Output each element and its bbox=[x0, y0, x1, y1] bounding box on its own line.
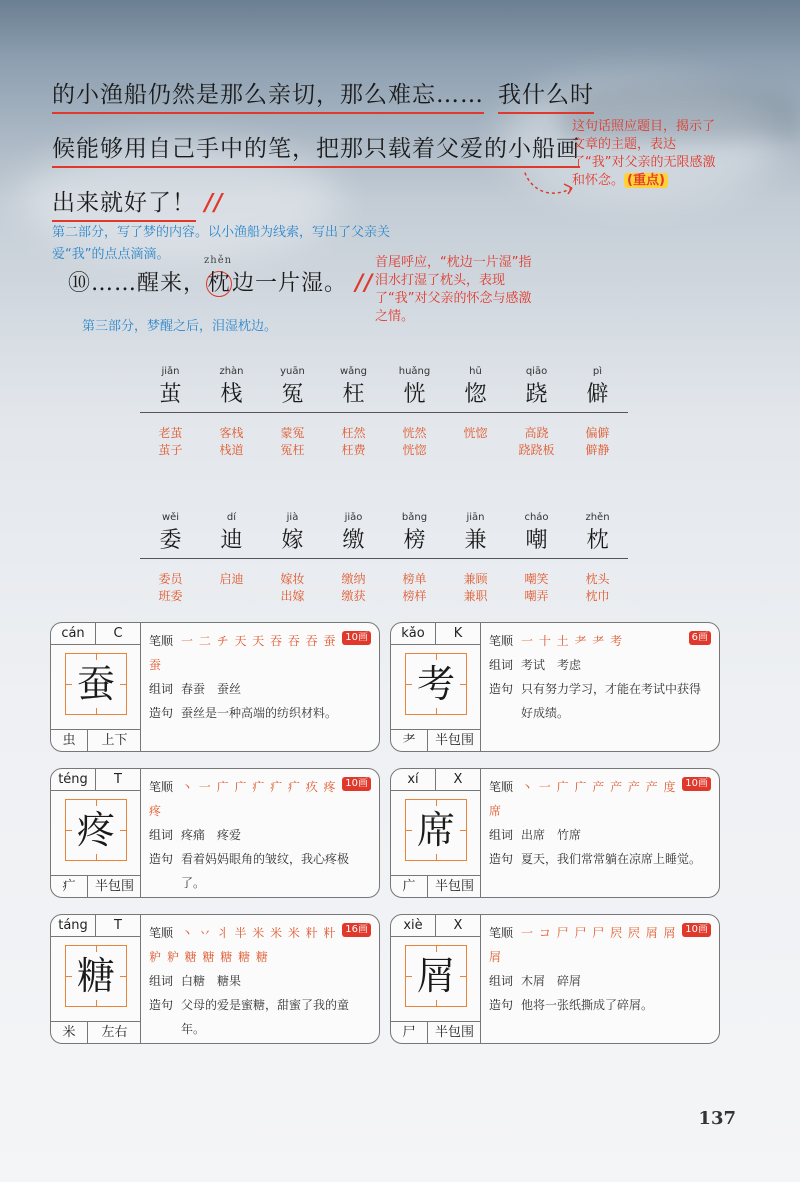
card-structure: 上下 bbox=[87, 730, 141, 751]
vocab-words-cell bbox=[567, 571, 628, 605]
vocab-word: 兼顾 bbox=[463, 572, 488, 586]
vocab-words-cell bbox=[201, 571, 262, 605]
vocab-char: 僻 bbox=[586, 382, 609, 407]
vocab-word: 恍惚 bbox=[402, 443, 427, 457]
stroke-label: 笔顺 bbox=[149, 926, 174, 940]
words-label: 组词 bbox=[489, 828, 514, 842]
passage-line-1b-text: 我什么时 bbox=[498, 82, 594, 114]
vocab-word: 枕头 bbox=[585, 572, 610, 586]
passage-line-1 bbox=[52, 76, 594, 109]
character-card bbox=[50, 768, 380, 898]
vocab-char-cell bbox=[567, 366, 628, 412]
stroke-order-row bbox=[149, 921, 371, 969]
vocab-pinyin: pì bbox=[592, 366, 603, 377]
stroke-count-badge: 10画 bbox=[682, 777, 711, 791]
part-two-note: 第二部分，写了梦的内容。以小渔船为线索，写出了父亲关爱“我”的点点滴滴。 bbox=[52, 225, 391, 262]
stroke-count-badge: 16画 bbox=[342, 923, 371, 937]
theme-note bbox=[572, 118, 722, 190]
card-index-letter: T bbox=[95, 915, 140, 936]
stroke-label: 笔顺 bbox=[149, 634, 174, 648]
vocab-word: 兼职 bbox=[463, 589, 488, 603]
vocab-table-1 bbox=[140, 366, 628, 459]
vocab-words-cell bbox=[201, 425, 262, 459]
stroke-label: 笔顺 bbox=[149, 780, 174, 794]
vocab-char: 缴 bbox=[342, 528, 365, 553]
sentence-row bbox=[489, 993, 711, 1017]
stroke-count-badge: 10画 bbox=[682, 923, 711, 937]
vocab-words-cell bbox=[445, 571, 506, 605]
section-divider-mark: // bbox=[204, 189, 224, 216]
card-details bbox=[489, 629, 711, 725]
card-big-char: 屑 bbox=[412, 952, 460, 1000]
card-pinyin-strip bbox=[391, 915, 480, 937]
words-label: 组词 bbox=[149, 682, 174, 696]
vocab-word: 僻静 bbox=[585, 443, 610, 457]
vocab-pinyin: bǎng bbox=[401, 512, 428, 523]
card-char-panel bbox=[51, 769, 141, 897]
card-details bbox=[489, 775, 711, 871]
stroke-order-row bbox=[149, 775, 371, 823]
card-big-char: 疼 bbox=[72, 806, 120, 854]
words-row bbox=[489, 653, 711, 677]
card-big-char: 席 bbox=[412, 806, 460, 854]
card-words: 木屑 碎屑 bbox=[521, 974, 582, 988]
vocab-char: 栈 bbox=[220, 382, 243, 407]
vocab-word: 恍惚 bbox=[463, 426, 488, 440]
card-radical-strip bbox=[391, 1021, 481, 1043]
words-row bbox=[489, 969, 711, 993]
sentence-label: 造句 bbox=[489, 852, 514, 866]
vocab-char: 迪 bbox=[220, 528, 243, 553]
card-radical-strip bbox=[391, 729, 481, 751]
vocab-char-cell bbox=[445, 366, 506, 412]
echo-note: 首尾呼应，“枕边一片湿”指泪水打湿了枕头，表现了“我”对父亲的怀念与感激之情。 bbox=[375, 255, 532, 324]
vocab-char-cell bbox=[262, 512, 323, 558]
circled-char: 枕 bbox=[207, 271, 231, 296]
card-sentence: 看着妈妈眼角的皱纹，我心疼极了。 bbox=[181, 852, 350, 890]
stroke-label: 笔顺 bbox=[489, 926, 514, 940]
card-structure: 左右 bbox=[87, 1022, 141, 1043]
vocab-word: 榜单 bbox=[402, 572, 427, 586]
vocab-word: 出嫁 bbox=[280, 589, 305, 603]
sentence-label: 造句 bbox=[149, 852, 174, 866]
vocab-char: 嘲 bbox=[525, 528, 548, 553]
card-radical: 耂 bbox=[402, 733, 416, 748]
words-label: 组词 bbox=[489, 974, 514, 988]
stroke-count-badge: 10画 bbox=[342, 631, 371, 645]
card-sentence: 他将一张纸撕成了碎屑。 bbox=[521, 998, 654, 1012]
vocab-words-cell bbox=[506, 571, 567, 605]
vocab-word: 栈道 bbox=[219, 443, 244, 457]
vocab-word: 偏僻 bbox=[585, 426, 610, 440]
vocab-char: 茧 bbox=[159, 382, 182, 407]
card-details bbox=[149, 775, 371, 895]
tianzige-grid bbox=[405, 799, 467, 861]
vocab-pinyin: dí bbox=[226, 512, 237, 523]
sentence-row bbox=[489, 847, 711, 871]
vocab-char: 枉 bbox=[342, 382, 365, 407]
sentence-row bbox=[149, 847, 371, 895]
sentence-label: 造句 bbox=[489, 998, 514, 1012]
card-words: 春蚕 蚕丝 bbox=[181, 682, 242, 696]
key-point-badge: (重点) bbox=[624, 173, 668, 188]
vocab-pinyin: jià bbox=[286, 512, 299, 523]
vocab-word: 班委 bbox=[158, 589, 183, 603]
vocab-char: 冤 bbox=[281, 382, 304, 407]
card-pinyin-strip bbox=[51, 769, 140, 791]
stroke-label: 笔顺 bbox=[489, 634, 514, 648]
vocab-words-cell bbox=[323, 571, 384, 605]
vocab-pinyin: qiāo bbox=[525, 366, 548, 377]
words-row bbox=[149, 823, 371, 847]
sentence-label: 造句 bbox=[149, 998, 174, 1012]
vocab-pinyin: zhěn bbox=[585, 512, 610, 523]
vocab-char: 榜 bbox=[403, 528, 426, 553]
stroke-order: 一 十 土 耂 耂 考 bbox=[521, 634, 624, 648]
stroke-order: 丶 一 广 广 疒 疒 疒 疚 疼 疼 bbox=[149, 780, 337, 818]
card-big-char: 蚕 bbox=[72, 660, 120, 708]
card-big-char: 考 bbox=[412, 660, 460, 708]
passage-line-2 bbox=[52, 130, 580, 163]
card-sentence: 蚕丝是一种高端的纺织材料。 bbox=[181, 706, 338, 720]
stroke-order-row bbox=[149, 629, 371, 677]
card-sentence: 父母的爱是蜜糖，甜蜜了我的童年。 bbox=[181, 998, 350, 1036]
vocab-char: 兼 bbox=[464, 528, 487, 553]
vocab-words-cell bbox=[384, 571, 445, 605]
vocab-char-cell bbox=[323, 366, 384, 412]
words-label: 组词 bbox=[489, 658, 514, 672]
vocab-char: 恍 bbox=[403, 382, 426, 407]
character-card bbox=[390, 768, 720, 898]
vocab-char: 委 bbox=[159, 528, 182, 553]
passage-line-4-pre: ⑩……醒来， bbox=[68, 271, 207, 296]
vocab-pinyin: huǎng bbox=[398, 366, 431, 377]
card-words: 出席 竹席 bbox=[521, 828, 582, 842]
stroke-order: 一 二 チ 天 天 吞 吞 吞 蚕 蚕 bbox=[149, 634, 337, 672]
card-index-letter: T bbox=[95, 769, 140, 790]
char-pinyin: zhěn bbox=[204, 255, 233, 266]
vocab-char-cell bbox=[140, 366, 201, 412]
vocab-pinyin: jiǎo bbox=[344, 512, 363, 523]
vocab-word: 恍然 bbox=[402, 426, 427, 440]
card-pinyin-strip bbox=[391, 623, 480, 645]
character-card bbox=[50, 622, 380, 752]
tianzige-grid bbox=[65, 945, 127, 1007]
vocab-words-cell bbox=[262, 425, 323, 459]
vocab-char: 嫁 bbox=[281, 528, 304, 553]
character-card bbox=[390, 622, 720, 752]
vocab-word-row bbox=[140, 425, 628, 459]
card-pinyin: kǎo bbox=[401, 626, 425, 641]
tianzige-grid bbox=[65, 653, 127, 715]
card-details bbox=[149, 629, 371, 725]
card-radical: 米 bbox=[62, 1025, 76, 1040]
card-pinyin: xí bbox=[407, 772, 419, 787]
card-structure: 半包围 bbox=[427, 1022, 481, 1043]
vocab-pinyin: zhàn bbox=[219, 366, 244, 377]
words-label: 组词 bbox=[149, 974, 174, 988]
card-index-letter: X bbox=[435, 915, 480, 936]
tianzige-grid bbox=[65, 799, 127, 861]
passage-line-4-post: 边一片湿。 bbox=[232, 271, 348, 296]
vocab-words-cell bbox=[140, 425, 201, 459]
passage-line-1-text: 的小渔船仍然是那么亲切，那么难忘…… bbox=[52, 82, 484, 114]
card-index-letter: K bbox=[435, 623, 480, 644]
vocab-word: 枕巾 bbox=[585, 589, 610, 603]
sentence-label: 造句 bbox=[489, 682, 514, 696]
card-char-panel bbox=[391, 769, 481, 897]
card-char-panel bbox=[391, 623, 481, 751]
vocab-word: 跷跷板 bbox=[518, 443, 555, 457]
vocab-word: 委员 bbox=[158, 572, 183, 586]
vocab-word: 客栈 bbox=[219, 426, 244, 440]
card-index-letter: C bbox=[95, 623, 140, 644]
card-sentence: 只有努力学习，才能在考试中获得好成绩。 bbox=[521, 682, 702, 720]
character-card bbox=[50, 914, 380, 1044]
tianzige-grid bbox=[405, 945, 467, 1007]
card-details bbox=[489, 921, 711, 1017]
section-divider-mark: // bbox=[355, 270, 374, 296]
card-radical-strip bbox=[51, 875, 141, 897]
card-radical: 疒 bbox=[62, 879, 76, 894]
vocab-pinyin: cháo bbox=[524, 512, 549, 523]
vocab-char-cell bbox=[201, 512, 262, 558]
vocab-word: 榜样 bbox=[402, 589, 427, 603]
sentence-row bbox=[149, 701, 371, 725]
words-row bbox=[149, 677, 371, 701]
card-radical-strip bbox=[51, 729, 141, 751]
card-structure: 半包围 bbox=[427, 730, 481, 751]
passage-line-3-text: 出来就好了！ bbox=[52, 190, 196, 222]
card-words: 疼痛 疼爱 bbox=[181, 828, 242, 842]
card-pinyin: cán bbox=[61, 626, 85, 641]
card-details bbox=[149, 921, 371, 1041]
vocab-word: 缴获 bbox=[341, 589, 366, 603]
page-number: 137 bbox=[698, 1108, 736, 1129]
vocab-table-2 bbox=[140, 512, 628, 605]
card-radical: 广 bbox=[402, 879, 416, 894]
vocab-char: 枕 bbox=[586, 528, 609, 553]
card-radical-strip bbox=[391, 875, 481, 897]
vocab-char-cell bbox=[201, 366, 262, 412]
vocab-char-cell bbox=[262, 366, 323, 412]
card-pinyin: táng bbox=[58, 918, 88, 933]
vocab-char-cell bbox=[506, 366, 567, 412]
card-words: 白糖 糖果 bbox=[181, 974, 242, 988]
card-pinyin: téng bbox=[58, 772, 88, 787]
vocab-char-cell bbox=[323, 512, 384, 558]
vocab-char-cell bbox=[506, 512, 567, 558]
stroke-order-row bbox=[489, 775, 711, 823]
card-index-letter: X bbox=[435, 769, 480, 790]
card-char-panel bbox=[51, 915, 141, 1043]
vocab-word: 冤枉 bbox=[280, 443, 305, 457]
card-pinyin-strip bbox=[391, 769, 480, 791]
vocab-words-cell bbox=[384, 425, 445, 459]
sentence-row bbox=[489, 677, 711, 725]
card-char-panel bbox=[391, 915, 481, 1043]
card-pinyin: xiè bbox=[403, 918, 423, 933]
vocab-word: 启迪 bbox=[219, 572, 244, 586]
part-three-note: 第三部分，梦醒之后，泪湿枕边。 bbox=[82, 319, 278, 334]
stroke-order: 一 コ 尸 尸 尸 屄 屄 屑 屑 屑 bbox=[489, 926, 677, 964]
stroke-label: 笔顺 bbox=[489, 780, 514, 794]
passage-line-4 bbox=[68, 255, 374, 297]
stroke-order: 丶 一 广 广 产 产 产 产 度 席 bbox=[489, 780, 677, 818]
vocab-char: 跷 bbox=[525, 382, 548, 407]
card-char-panel bbox=[51, 623, 141, 751]
vocab-words-cell bbox=[262, 571, 323, 605]
vocab-pinyin: wǎng bbox=[340, 366, 367, 377]
vocab-word: 嫁妆 bbox=[280, 572, 305, 586]
sentence-label: 造句 bbox=[149, 706, 174, 720]
stroke-order-row bbox=[489, 921, 711, 969]
card-structure: 半包围 bbox=[87, 876, 141, 897]
vocab-word: 茧子 bbox=[158, 443, 183, 457]
pointer-arrow-icon bbox=[510, 160, 580, 200]
vocab-char-cell bbox=[567, 512, 628, 558]
card-pinyin-strip bbox=[51, 623, 140, 645]
vocab-words-cell bbox=[140, 571, 201, 605]
stroke-count-badge: 10画 bbox=[342, 777, 371, 791]
theme-note-text: 这句话照应题目，揭示了文章的主题，表达了“我”对父亲的无限感激和怀念。 bbox=[572, 119, 716, 188]
stroke-count-badge: 6画 bbox=[689, 631, 711, 645]
vocab-word: 枉费 bbox=[341, 443, 366, 457]
vocab-pinyin: jiān bbox=[466, 512, 485, 523]
words-row bbox=[489, 823, 711, 847]
vocab-char-row bbox=[140, 512, 628, 559]
vocab-char-cell bbox=[384, 366, 445, 412]
vocab-word: 蒙冤 bbox=[280, 426, 305, 440]
passage-line-2-text: 候能够用自己手中的笔，把那只载着父爱的小船画 bbox=[52, 136, 580, 168]
vocab-word: 嘲弄 bbox=[524, 589, 549, 603]
vocab-char-cell bbox=[140, 512, 201, 558]
stroke-order-row bbox=[489, 629, 711, 653]
passage-line-3 bbox=[52, 184, 223, 217]
vocab-words-cell bbox=[567, 425, 628, 459]
vocab-pinyin: jiǎn bbox=[161, 366, 180, 377]
vocab-word-row bbox=[140, 571, 628, 605]
sentence-row bbox=[149, 993, 371, 1041]
vocab-word: 嘲笑 bbox=[524, 572, 549, 586]
vocab-char-cell bbox=[384, 512, 445, 558]
card-radical-strip bbox=[51, 1021, 141, 1043]
vocab-word: 高跷 bbox=[524, 426, 549, 440]
card-sentence: 夏天，我们常常躺在凉席上睡觉。 bbox=[521, 852, 702, 866]
stroke-order: 丶 丷 丬 半 米 米 米 籵 籵 粐 粐 糖 糖 糖 糖 糖 bbox=[149, 926, 337, 964]
card-big-char: 糖 bbox=[72, 952, 120, 1000]
vocab-pinyin: wěi bbox=[161, 512, 180, 523]
words-row bbox=[149, 969, 371, 993]
card-pinyin-strip bbox=[51, 915, 140, 937]
vocab-word: 枉然 bbox=[341, 426, 366, 440]
words-label: 组词 bbox=[149, 828, 174, 842]
vocab-char-cell bbox=[445, 512, 506, 558]
card-radical: 尸 bbox=[402, 1025, 416, 1040]
vocab-words-cell bbox=[506, 425, 567, 459]
vocab-word: 老茧 bbox=[158, 426, 183, 440]
vocab-pinyin: yuān bbox=[280, 366, 305, 377]
card-structure: 半包围 bbox=[427, 876, 481, 897]
character-card bbox=[390, 914, 720, 1044]
vocab-pinyin: hū bbox=[469, 366, 482, 377]
vocab-words-cell bbox=[445, 425, 506, 459]
card-words: 考试 考虑 bbox=[521, 658, 582, 672]
vocab-char: 惚 bbox=[464, 382, 487, 407]
vocab-word: 缴纳 bbox=[341, 572, 366, 586]
card-radical: 虫 bbox=[62, 733, 76, 748]
vocab-char-row bbox=[140, 366, 628, 413]
tianzige-grid bbox=[405, 653, 467, 715]
vocab-words-cell bbox=[323, 425, 384, 459]
